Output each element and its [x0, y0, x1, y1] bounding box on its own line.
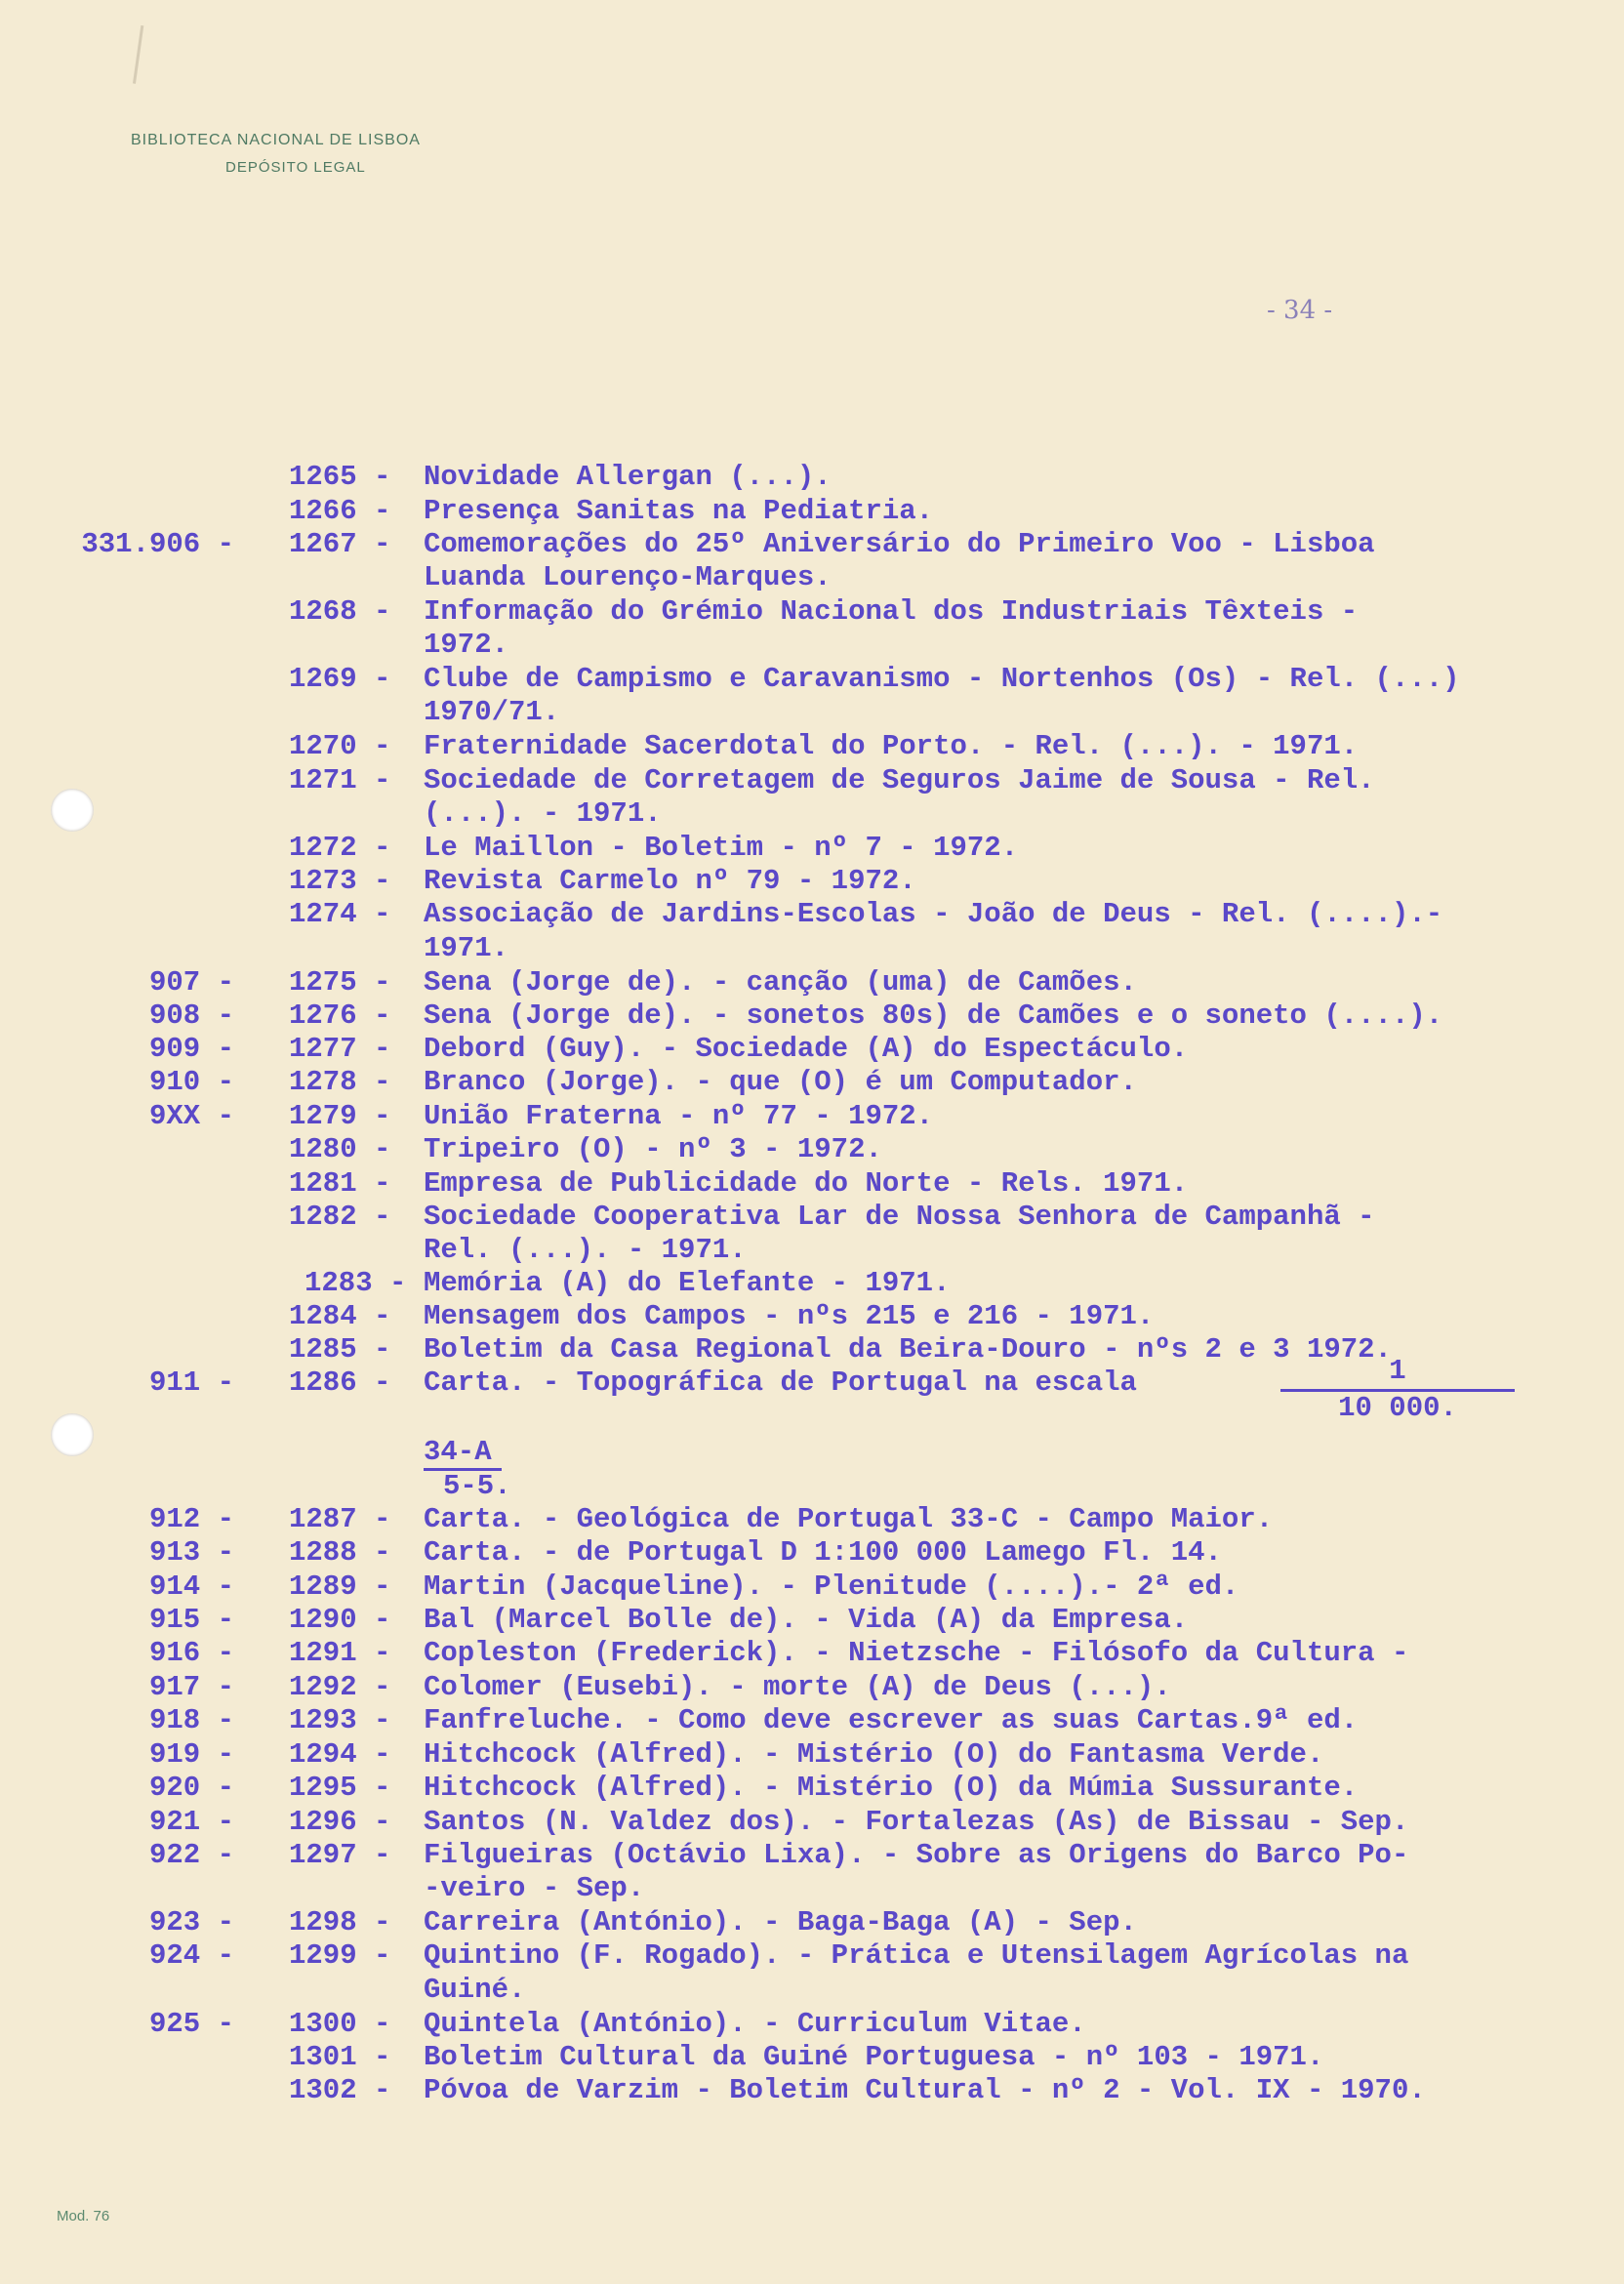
entry-number: 1296 -	[289, 1806, 391, 1838]
entry-text: Hitchcock (Alfred). - Mistério (O) da Múmia Sussurante.	[424, 1772, 1359, 1804]
entry-reference: 925 -	[148, 2008, 234, 2040]
entry-number: 1295 -	[289, 1772, 391, 1804]
entry-text: Quintino (F. Rogado). - Prática e Utensilagem Agrícolas na	[424, 1939, 1409, 1972]
entry-number: 1267 -	[289, 528, 391, 560]
entry-text: Clube de Campismo e Caravanismo - Nortenhos (Os) - Rel. (...)	[424, 663, 1460, 695]
entry-text: (...). - 1971.	[424, 797, 662, 830]
entry-number: 1289 -	[289, 1570, 391, 1603]
stamp-line-1: BIBLIOTECA NACIONAL DE LISBOA	[131, 132, 421, 148]
entry-text: Hitchcock (Alfred). - Mistério (O) do Fantasma Verde.	[424, 1738, 1324, 1771]
entry-text: Revista Carmelo nº 79 - 1972.	[424, 865, 916, 897]
entry-number: 1282 -	[289, 1201, 391, 1233]
entry-number: 1266 -	[289, 495, 391, 527]
entry-text: 1970/71.	[424, 696, 560, 728]
entry-text: Bal (Marcel Bolle de). - Vida (A) da Empresa.	[424, 1604, 1189, 1636]
entry-text: Le Maillon - Boletim - nº 7 - 1972.	[424, 832, 1019, 864]
entry-reference: 911 -	[148, 1366, 234, 1399]
entry-number: 1265 -	[289, 461, 391, 493]
entry-number: 1300 -	[289, 2008, 391, 2040]
entry-text: Rel. (...). - 1971.	[424, 1234, 747, 1266]
entry-number: 1270 -	[289, 730, 391, 762]
entry-number: 1276 -	[289, 999, 391, 1032]
form-label: Mod. 76	[57, 2208, 110, 2224]
entry-number: 1297 -	[289, 1839, 391, 1871]
entry-reference: 916 -	[148, 1637, 234, 1669]
entry-number: 1294 -	[289, 1738, 391, 1771]
fraction-denominator: 10 000.	[1338, 1392, 1457, 1424]
entry-text: Carta. - Geológica de Portugal 33-C - Campo Maior.	[424, 1503, 1274, 1535]
entry-reference: 918 -	[148, 1704, 234, 1736]
entry-text: Filgueiras (Octávio Lixa). - Sobre as Origens do Barco Po-	[424, 1839, 1409, 1871]
page-number: - 34 -	[1267, 296, 1333, 325]
entry-number: 1268 -	[289, 595, 391, 628]
entry-text: 1972.	[424, 629, 509, 661]
entry-reference: 915 -	[148, 1604, 234, 1636]
entry-number: 1286 -	[289, 1366, 391, 1399]
entry-text: Carta. - Topográfica de Portugal na escala	[424, 1366, 1137, 1399]
library-stamp	[131, 132, 421, 176]
entry-text: Branco (Jorge). - que (O) é um Computador.	[424, 1066, 1137, 1098]
entry-reference: 921 -	[148, 1806, 234, 1838]
entry-text: Sena (Jorge de). - canção (uma) de Camões.	[424, 966, 1137, 999]
entry-reference: 922 -	[148, 1839, 234, 1871]
entry-text: Empresa de Publicidade do Norte - Rels. 1971.	[424, 1167, 1189, 1200]
entry-reference: 9XX -	[148, 1100, 234, 1132]
entry-text: Sociedade Cooperativa Lar de Nossa Senhora de Campanhã -	[424, 1201, 1375, 1233]
entry-text: Boletim Cultural da Guiné Portuguesa - nº 103 - 1971.	[424, 2041, 1324, 2073]
entry-number: 1302 -	[289, 2074, 391, 2106]
entry-reference: 912 -	[148, 1503, 234, 1535]
entry-number: 1274 -	[289, 898, 391, 930]
entry-number: 1299 -	[289, 1939, 391, 1972]
entry-number: 1285 -	[289, 1333, 391, 1366]
entry-number: 1301 -	[289, 2041, 391, 2073]
entry-text: Mensagem dos Campos - nºs 215 e 216 - 1971.	[424, 1300, 1155, 1332]
entry-reference: 917 -	[148, 1671, 234, 1703]
entry-number: 1288 -	[289, 1536, 391, 1569]
entry-reference: 919 -	[148, 1738, 234, 1771]
entry-number: 1283 -	[304, 1267, 407, 1299]
entry-number: 1275 -	[289, 966, 391, 999]
subheading-line-1: 34-A	[424, 1437, 502, 1471]
entry-number: 1271 -	[289, 764, 391, 796]
entry-text: 1971.	[424, 932, 509, 964]
entry-number: 1277 -	[289, 1033, 391, 1065]
entry-text: Comemorações do 25º Aniversário do Primeiro Voo - Lisboa	[424, 528, 1375, 560]
sheet-subheading	[424, 1437, 511, 1502]
entry-text: Póvoa de Varzim - Boletim Cultural - nº 2 - Vol. IX - 1970.	[424, 2074, 1426, 2106]
entry-text: -veiro - Sep.	[424, 1872, 645, 1904]
fraction-numerator: 1	[1280, 1355, 1515, 1392]
entry-number: 1280 -	[289, 1133, 391, 1165]
entry-reference: 924 -	[148, 1939, 234, 1972]
entry-reference: 923 -	[148, 1906, 234, 1938]
entry-text: Presença Sanitas na Pediatria.	[424, 495, 934, 527]
entry-text: Carreira (António). - Baga-Baga (A) - Sep.	[424, 1906, 1137, 1938]
stamp-line-2: DEPÓSITO LEGAL	[225, 159, 366, 176]
entry-text: Sociedade de Corretagem de Seguros Jaime de Sousa - Rel.	[424, 764, 1375, 796]
entry-number: 1269 -	[289, 663, 391, 695]
entry-number: 1284 -	[289, 1300, 391, 1332]
punch-hole	[51, 789, 94, 832]
entry-text: Sena (Jorge de). - sonetos 80s) de Camões e o soneto (....).	[424, 999, 1443, 1032]
entry-text: Colomer (Eusebi). - morte (A) de Deus (...).	[424, 1671, 1171, 1703]
entry-text: Informação do Grémio Nacional dos Industriais Têxteis -	[424, 595, 1359, 628]
entry-number: 1287 -	[289, 1503, 391, 1535]
entry-number: 1272 -	[289, 832, 391, 864]
entry-number: 1279 -	[289, 1100, 391, 1132]
entry-reference: 910 -	[148, 1066, 234, 1098]
entry-number: 1291 -	[289, 1637, 391, 1669]
entry-text: Fraternidade Sacerdotal do Porto. - Rel. (...). - 1971.	[424, 730, 1359, 762]
entry-reference: 913 -	[148, 1536, 234, 1569]
entry-number: 1293 -	[289, 1704, 391, 1736]
map-scale-fraction	[1280, 1355, 1515, 1424]
entry-text: Luanda Lourenço-Marques.	[424, 561, 832, 593]
entry-text: Quintela (António). - Curriculum Vitae.	[424, 2008, 1086, 2040]
subheading-line-2: 5-5.	[443, 1470, 511, 1502]
entry-text: Martin (Jacqueline). - Plenitude (....).- 2ª ed.	[424, 1570, 1239, 1603]
entry-number: 1281 -	[289, 1167, 391, 1200]
entry-text: Carta. - de Portugal D 1:100 000 Lamego Fl. 14.	[424, 1536, 1222, 1569]
entry-text: União Fraterna - nº 77 - 1972.	[424, 1100, 934, 1132]
entry-number: 1298 -	[289, 1906, 391, 1938]
entry-reference: 914 -	[148, 1570, 234, 1603]
entry-text: Fanfreluche. - Como deve escrever as suas Cartas.9ª ed.	[424, 1704, 1359, 1736]
paper-mark	[133, 25, 173, 88]
entry-text: Santos (N. Valdez dos). - Fortalezas (As) de Bissau - Sep.	[424, 1806, 1409, 1838]
entry-reference: 907 -	[148, 966, 234, 999]
entry-text: Associação de Jardins-Escolas - João de Deus - Rel. (....).-	[424, 898, 1443, 930]
entry-text: Copleston (Frederick). - Nietzsche - Filósofo da Cultura -	[424, 1637, 1409, 1669]
entry-reference: 909 -	[148, 1033, 234, 1065]
entry-number: 1273 -	[289, 865, 391, 897]
entry-reference: 920 -	[148, 1772, 234, 1804]
entry-text: Memória (A) do Elefante - 1971.	[424, 1267, 951, 1299]
entry-number: 1290 -	[289, 1604, 391, 1636]
entry-text: Debord (Guy). - Sociedade (A) do Espectáculo.	[424, 1033, 1189, 1065]
punch-hole	[51, 1413, 94, 1456]
entry-text: Boletim da Casa Regional da Beira-Douro - nºs 2 e 3 1972.	[424, 1333, 1392, 1366]
entry-number: 1292 -	[289, 1671, 391, 1703]
entry-text: Novidade Allergan (...).	[424, 461, 832, 493]
entry-text: Tripeiro (O) - nº 3 - 1972.	[424, 1133, 882, 1165]
entry-reference: 908 -	[148, 999, 234, 1032]
entry-text: Guiné.	[424, 1974, 526, 2006]
entry-number: 1278 -	[289, 1066, 391, 1098]
entry-reference: 331.906 -	[81, 528, 234, 560]
